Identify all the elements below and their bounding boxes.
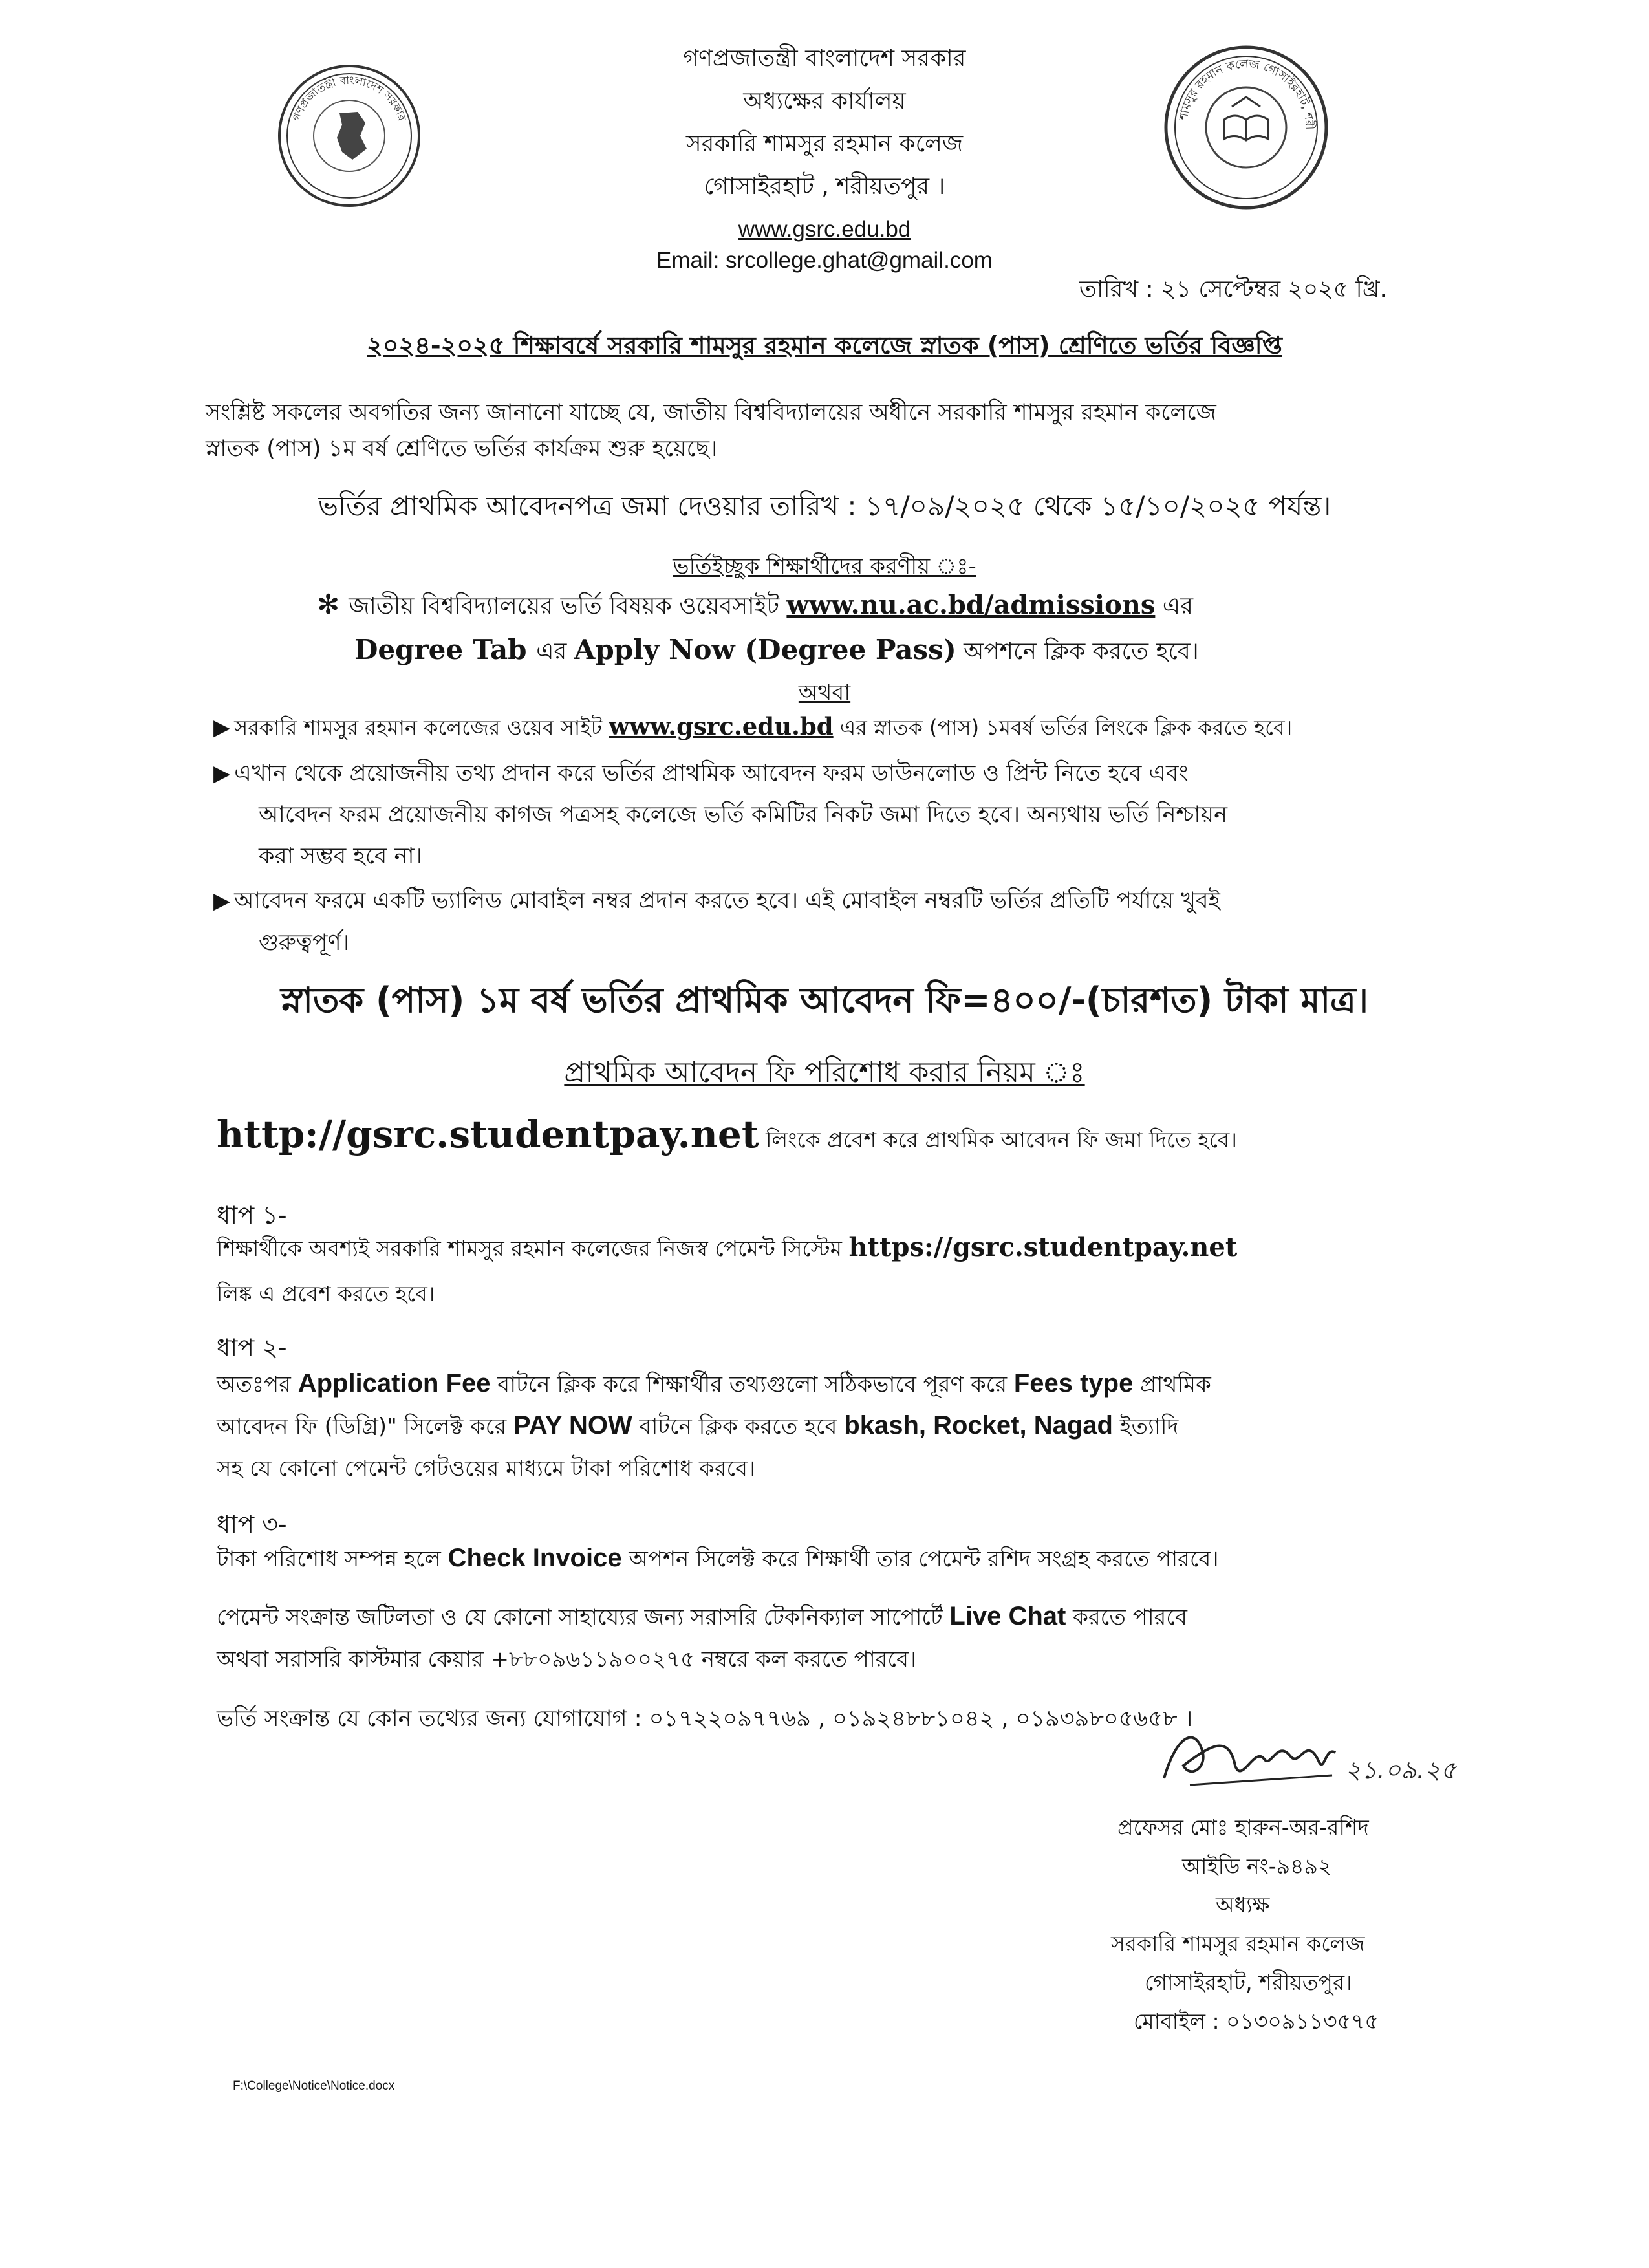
intro-line-2: স্নাতক (পাস) ১ম বর্ষ শ্রেণিতে ভর্তির কার্যক্রম শুরু হয়েছে। xyxy=(206,436,718,462)
step-1-line-1 xyxy=(217,1232,1237,1268)
header-office: অধ্যক্ষের কার্যালয় xyxy=(743,88,906,114)
principal-title: অধ্যক্ষ xyxy=(1216,1892,1270,1917)
apply-now-text: Apply Now (Degree Pass) xyxy=(574,634,956,665)
step-1-line-2: লিঙ্ক এ প্রবেশ করতে হবে। xyxy=(217,1281,435,1306)
degree-tab-line xyxy=(354,634,1199,673)
step1-studentpay-link[interactable]: https://gsrc.studentpay.net xyxy=(848,1232,1238,1262)
signature-date: ২১.০৯.২৫ xyxy=(1345,1756,1457,1784)
application-date-range: ভর্তির প্রাথমিক আবেদনপত্র জমা দেওয়ার তারিখ : ১৭/০৯/২০২৫ থেকে ১৫/১০/২০২৫ পর্যন্ত। xyxy=(318,490,1331,522)
step2-text-c: প্রাথমিক xyxy=(1133,1372,1211,1398)
degree-tab-mid: এর xyxy=(536,638,574,665)
support-line-2: অথবা সরাসরি কাস্টমার কেয়ার +৮৮০৯৬১১৯০০২৭৫ নম্বরে কল করতে পারবে। xyxy=(217,1647,917,1672)
step-3-line xyxy=(217,1542,1219,1579)
degree-tab-text: Degree Tab xyxy=(354,634,537,665)
left-seal-text: গণপ্রজাতন্ত্রী বাংলাদেশ সরকার xyxy=(290,74,409,123)
application-fee-text: Application Fee xyxy=(297,1369,491,1398)
file-path: F:\College\Notice\Notice.docx xyxy=(233,2079,395,2093)
arrow-right-icon: ▶ xyxy=(213,715,231,740)
or-separator: অথবা xyxy=(798,680,851,706)
nu-line-suffix: এর xyxy=(1155,593,1193,620)
bullet2-line-3: করা সম্ভব হবে না। xyxy=(259,843,423,869)
check-invoice-text: Check Invoice xyxy=(447,1544,622,1572)
step3-text-b: অপশন সিলেক্ট করে শিক্ষার্থী তার পেমেন্ট রশিদ সংগ্রহ করতে পারবে। xyxy=(621,1546,1219,1572)
bullet3-line-2: গুরুত্বপূর্ণ। xyxy=(259,930,350,956)
bullet-gsrc-website xyxy=(213,711,1292,746)
gsrc-website-link[interactable]: www.gsrc.edu.bd xyxy=(609,712,834,740)
studentpay-link[interactable]: http://gsrc.studentpay.net xyxy=(217,1112,759,1156)
step1-prefix: শিক্ষার্থীকে অবশ্যই সরকারি শামসুর রহমান কলেজের নিজস্ব পেমেন্ট সিস্টেম xyxy=(217,1236,849,1261)
principal-address: গোসাইরহাট, শরীয়তপুর। xyxy=(1145,1970,1352,1995)
notice-date: তারিখ : ২১ সেপ্টেম্বর ২০২৫ খ্রি. xyxy=(1079,276,1387,303)
principal-college: সরকারি শামসুর রহমান কলেজ xyxy=(1111,1931,1365,1956)
principal-mobile: মোবাইল : ০১৩০৯১১৩৫৭৫ xyxy=(1134,2009,1379,2034)
step-2-line-1 xyxy=(217,1368,1211,1405)
header-address: গোসাইরহাট , শরীয়তপুর । xyxy=(704,173,945,200)
application-fee-line: স্নাতক (পাস) ১ম বর্ষ ভর্তির প্রাথমিক আবেদন ফি=৪০০/-(চারশত) টাকা মাত্র। xyxy=(281,980,1368,1021)
bullet-mobile-number xyxy=(213,883,1220,921)
step2-text-a: অতঃপর xyxy=(217,1372,298,1398)
header-govt: গণপ্রজাতন্ত্রী বাংলাদেশ সরকার xyxy=(683,45,966,72)
step-3-label: ধাপ ৩- xyxy=(217,1510,287,1539)
wallets-text: bkash, Rocket, Nagad xyxy=(844,1411,1113,1440)
step-2-label: ধাপ ২- xyxy=(217,1334,287,1362)
bullet1-suffix: এর স্নাতক (পাস) ১মবর্ষ ভর্তির লিংকে ক্লিক করতে হবে। xyxy=(833,715,1293,740)
studentpay-line xyxy=(217,1112,1237,1160)
bullet2-line-2: আবেদন ফরম প্রয়োজনীয় কাগজ পত্রসহ কলেজে ভর্তি কমিটির নিকট জমা দিতে হবে। অন্যথায় ভর্তি নিশ্চায়ন xyxy=(259,802,1227,828)
bullet1-prefix: সরকারি শামসুর রহমান কলেজের ওয়েব সাইট xyxy=(234,715,609,740)
step2-text-b: বাটনে ক্লিক করে শিক্ষার্থীর তথ্যগুলো সঠিকভাবে পূরণ করে xyxy=(490,1372,1014,1398)
arrow-right-icon: ▶ xyxy=(213,761,231,786)
bullet3-line1: আবেদন ফরমে একটি ভ্যালিড মোবাইল নম্বর প্রদান করতে হবে। এই মোবাইল নম্বরটি ভর্তির প্রতিটি পর্যায়ে খুবই xyxy=(234,888,1220,914)
principal-name: প্রফেসর মোঃ হারুন-অর-রশিদ xyxy=(1117,1815,1369,1840)
degree-tab-suffix: অপশনে ক্লিক করতে হবে। xyxy=(956,638,1199,665)
principal-signature xyxy=(1151,1707,1457,1804)
step3-text-a: টাকা পরিশোধ সম্পন্ন হলে xyxy=(217,1546,448,1572)
todo-heading: ভর্তিইচ্ছুক শিক্ষার্থীদের করণীয় ঃ- xyxy=(673,554,976,579)
step-2-line-3: সহ যে কোনো পেমেন্ট গেটওয়ের মাধ্যমে টাকা পরিশোধ করবে। xyxy=(217,1456,756,1482)
header-college: সরকারি শামসুর রহমান কলেজ xyxy=(685,131,964,157)
step2-text-e: বাটনে ক্লিক করতে হবে xyxy=(632,1414,845,1440)
header-website[interactable]: www.gsrc.edu.bd xyxy=(738,217,911,242)
principal-id: আইডি নং-৯৪৯২ xyxy=(1182,1853,1332,1879)
step-1-label: ধাপ ১- xyxy=(217,1201,287,1229)
support-text-a: পেমেন্ট সংক্রান্ত জটিলতা ও যে কোনো সাহায্যের জন্য সরাসরি টেকনিক্যাল সাপোর্টে xyxy=(217,1604,950,1630)
nu-admissions-link[interactable]: www.nu.ac.bd/admissions xyxy=(786,590,1156,620)
admission-contact-line: ভর্তি সংক্রান্ত যে কোন তথ্যের জন্য যোগাযোগ : ০১৭২২০৯৭৭৬৯ , ০১৯২৪৮৮১০৪২ , ০১৯৩৯৮০৫৬৫৮ । xyxy=(217,1706,1193,1732)
arrow-right-icon: ▶ xyxy=(213,888,231,914)
notice-title: ২০২৪-২০২৫ শিক্ষাবর্ষে সরকারি শামসুর রহমান কলেজে স্নাতক (পাস) শ্রেণিতে ভর্তির বিজ্ঞপ্তি xyxy=(367,331,1282,360)
right-seal-text: শামসুর রহমান কলেজ গোসাইরহাট, শরী xyxy=(1176,57,1317,131)
support-text-b: করতে পারবে xyxy=(1066,1604,1187,1630)
payment-rules-heading: প্রাথমিক আবেদন ফি পরিশোধ করার নিয়ম ঃ xyxy=(564,1056,1085,1089)
nu-line-prefix: জাতীয় বিশ্ববিদ্যালয়ের ভর্তি বিষয়ক ওয়েবসাইট xyxy=(349,593,787,620)
step2-text-f: ইত্যাদি xyxy=(1112,1414,1179,1440)
step-2-line-2 xyxy=(217,1410,1178,1447)
intro-line-1: সংশ্লিষ্ট সকলের অবগতির জন্য জানানো যাচ্ছে যে, জাতীয় বিশ্ববিদ্যালয়ের অধীনে সরকারি শামসুর রহমান কলেজে xyxy=(206,400,1216,426)
studentpay-suffix: লিংকে প্রবেশ করে প্রাথমিক আবেদন ফি জমা দিতে হবে। xyxy=(759,1127,1238,1152)
bullet-download-form xyxy=(213,755,1189,794)
step2-text-d: আবেদন ফি (ডিগ্রি)" সিলেক্ট করে xyxy=(217,1414,513,1440)
asterisk-icon: ✻ xyxy=(317,589,340,620)
header-email: Email: srcollege.ghat@gmail.com xyxy=(656,248,993,273)
support-line-1 xyxy=(217,1601,1187,1637)
bullet2-line1: এখান থেকে প্রয়োজনীয় তথ্য প্রদান করে ভর্তির প্রাথমিক আবেদন ফরম ডাউনলোড ও প্রিন্ট নিতে হবে এবং xyxy=(234,761,1189,786)
live-chat-text: Live Chat xyxy=(949,1602,1066,1630)
fees-type-text: Fees type xyxy=(1013,1369,1134,1398)
nu-website-line xyxy=(317,589,1193,627)
pay-now-text: PAY NOW xyxy=(513,1411,632,1440)
